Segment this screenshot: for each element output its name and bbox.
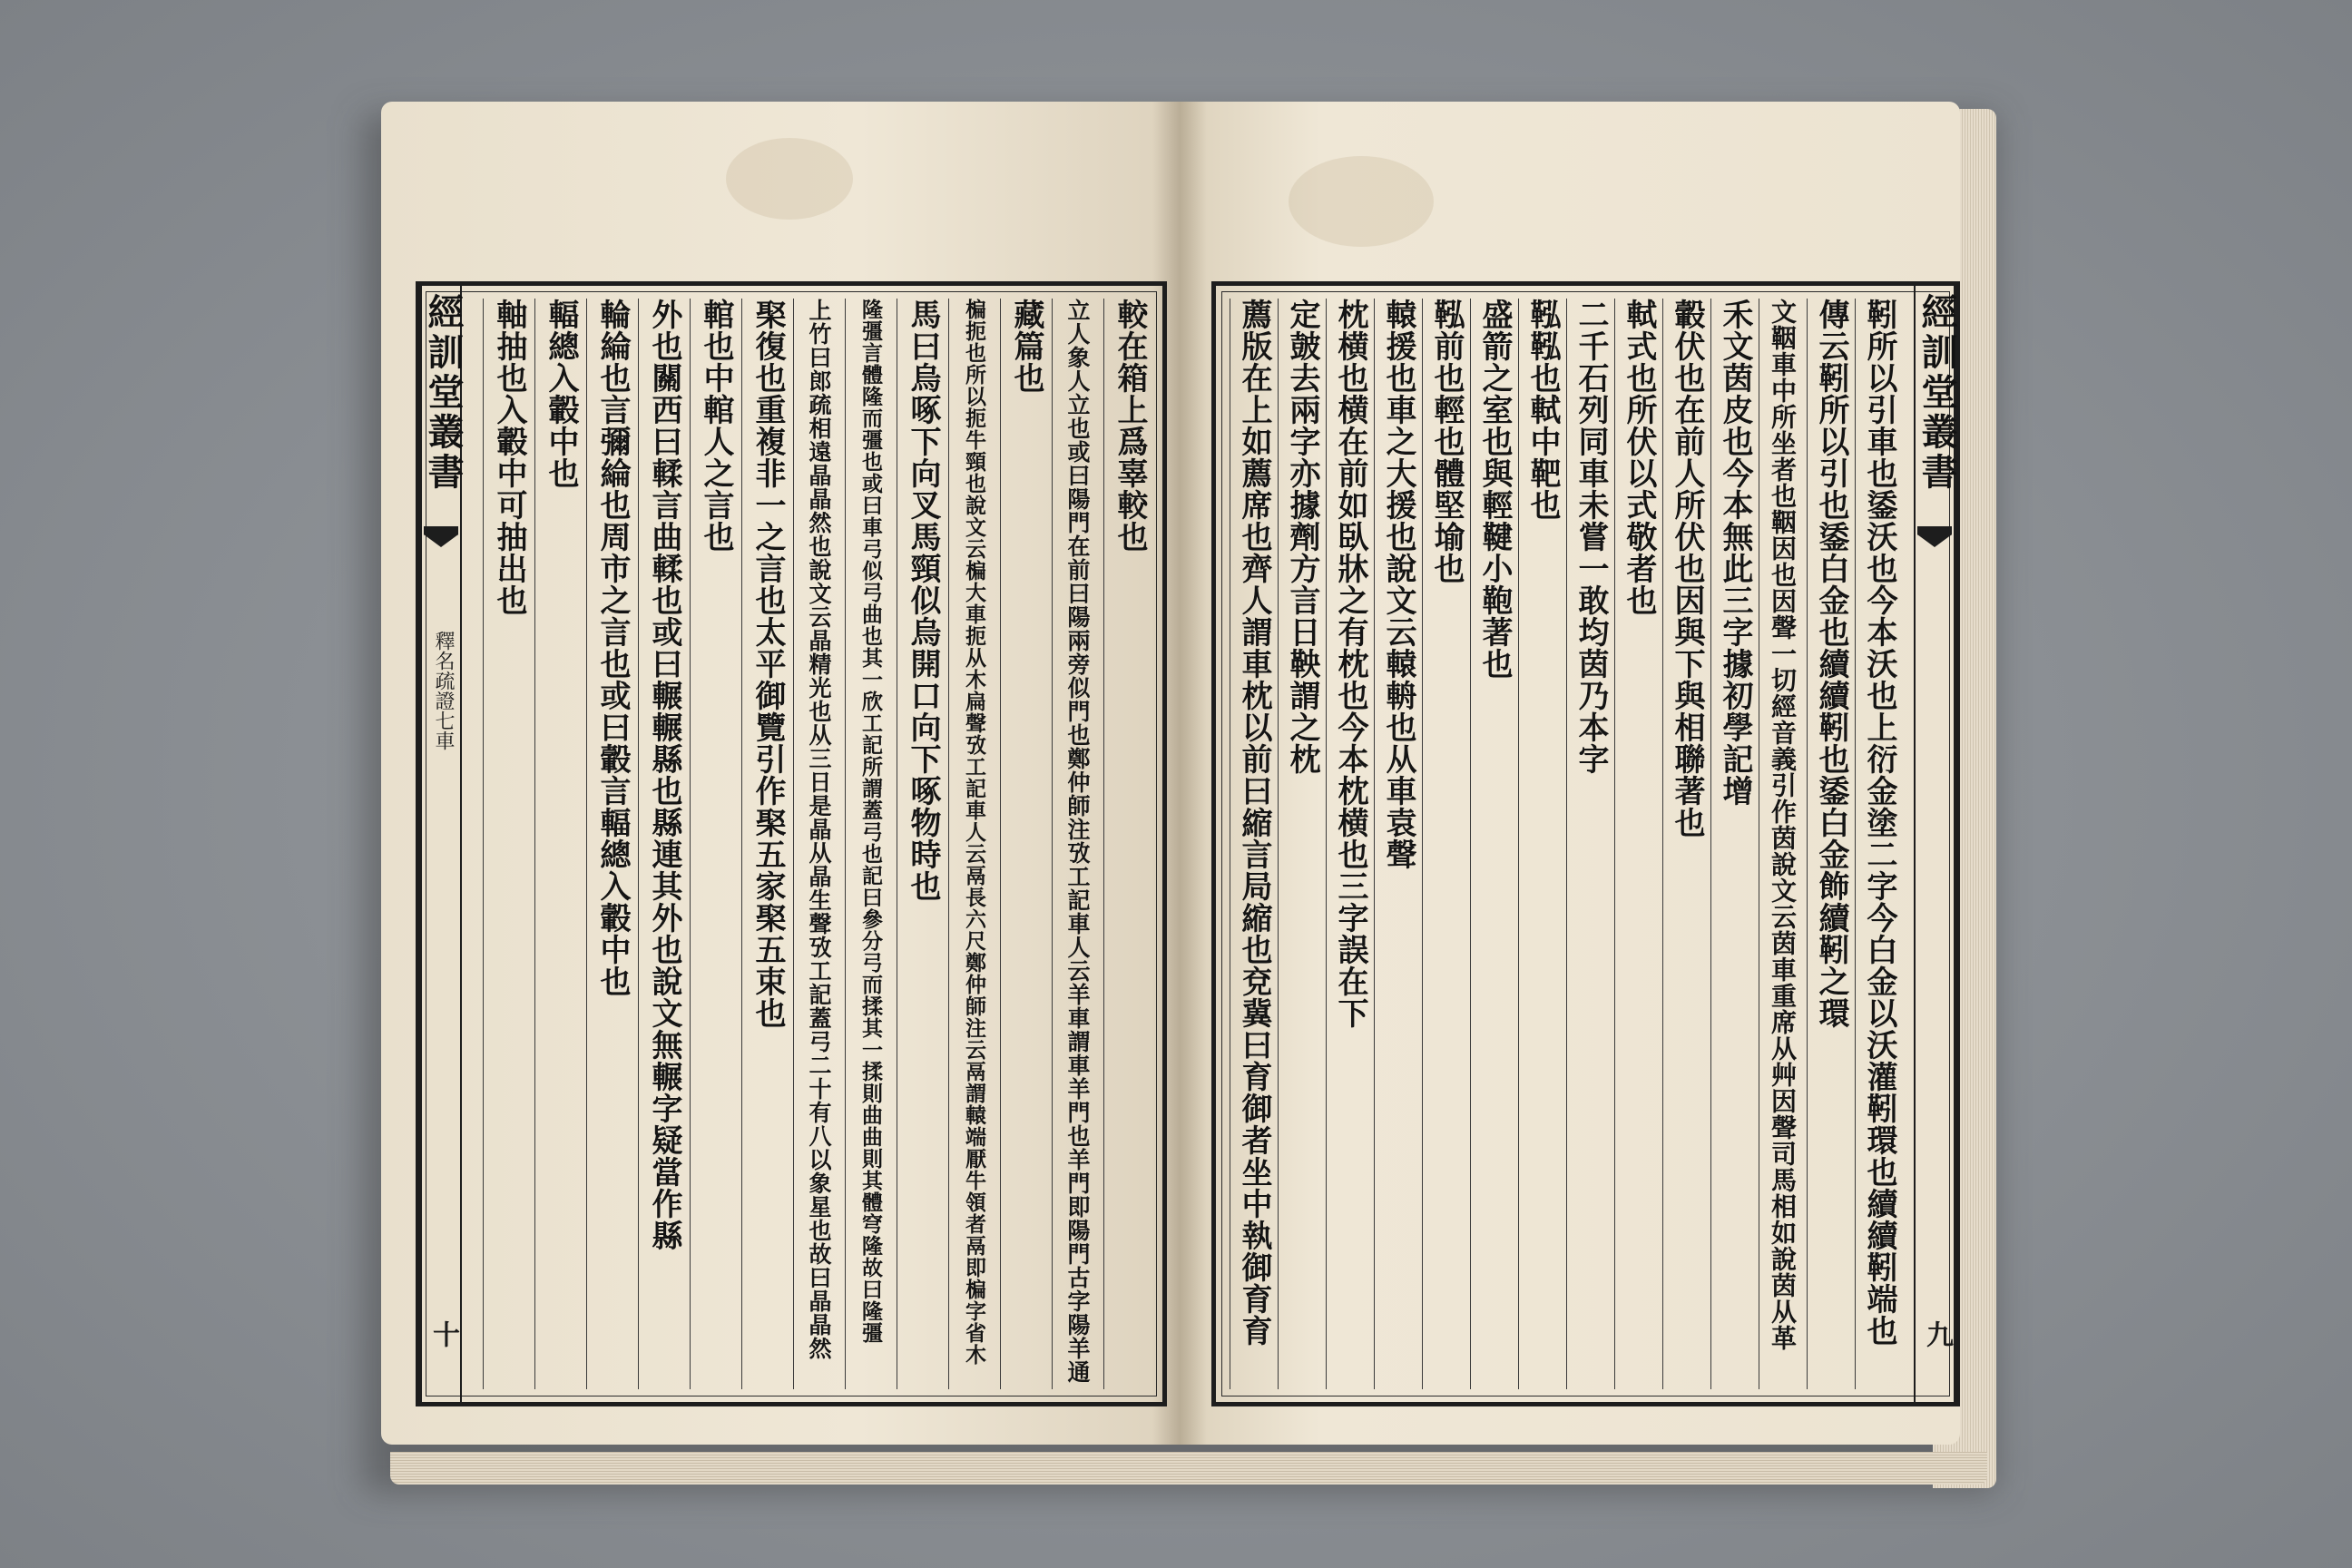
- right-text-column: [1759, 299, 1807, 1389]
- left-text-column: [741, 299, 793, 1389]
- paper-stain: [1289, 156, 1434, 247]
- left-column-text: 棸復也重複非一之言也太平御覽引作棸五家棸五束也: [750, 299, 786, 1029]
- left-column-text: 軸抽也入轂中可抽出也: [491, 299, 527, 616]
- left-column-text: 楄扼也所以扼牛頸也說文云楄大車扼从木扁聲攷工記車人云鬲長六尺鄭仲師注云鬲謂轅端厭牛領者鬲即楄字省木: [962, 299, 986, 1366]
- left-print-frame: [416, 281, 1167, 1406]
- left-column-text: 隆彊言體隆而彊也或曰車弓似弓曲也其一欣工記所謂蓋弓也記曰參分弓而揉其一揉則曲曲則其體穹隆故曰隆彊: [858, 299, 883, 1344]
- fish-tail-mark: [424, 526, 458, 548]
- right-column-text: 靷所以引車也鋈沃也今本沃也上衍金塗二字今白金以沃灌靷環也續續靷端也: [1861, 299, 1897, 1347]
- left-column-text: 外也關西曰輮言曲輮也或曰輾輾縣也縣連其外也說文無輾字疑當作縣: [646, 299, 682, 1251]
- right-column-text: 轂伏也在前人所伏也因與下與相聯著也: [1669, 299, 1705, 838]
- right-column-text: 禾文茵皮也今本無此三字據初學記增: [1717, 299, 1753, 807]
- right-text-column: [1230, 299, 1278, 1389]
- page-edges-tail: [390, 1452, 1987, 1485]
- left-banner-column: [420, 286, 465, 1402]
- left-text-column: [586, 299, 638, 1389]
- left-column-text: 輪綸也言彌綸也周市之言也或曰轂言輻總入轂中也: [594, 299, 631, 997]
- right-banner-title: 經訓堂叢書: [1916, 293, 1958, 493]
- right-text-column: [1470, 299, 1518, 1389]
- left-column-text: 輨也中輨人之言也: [698, 299, 734, 553]
- right-column-text: 鞃前也輕也體堅堬也: [1428, 299, 1465, 584]
- fish-tail-mark: [1917, 526, 1952, 548]
- left-text-column: [690, 299, 741, 1389]
- left-column-text: 上竹曰郎疏相遠晶晶然也說文云晶精光也从三日是晶从晶生聲攷工記蓋弓二十有八以象星也故曰晶晶然: [806, 299, 832, 1360]
- right-banner-column: [1914, 286, 1958, 1402]
- right-text-column: [1566, 299, 1614, 1389]
- left-banner-title: 經訓堂叢書: [422, 293, 465, 493]
- right-column-text: 枕横也横在前如臥牀之有枕也今本枕横也三字誤在下: [1332, 299, 1368, 1029]
- right-column-text: 薦版在上如薦席也齊人謂車枕以前曰縮言局縮也兗冀曰育御者坐中執御育育: [1236, 299, 1272, 1347]
- left-column-text: 輻總入轂中也: [543, 299, 579, 489]
- right-column-text: 定皷去兩字亦據劑方言日鞅謂之枕: [1284, 299, 1320, 775]
- right-column-text: 盛箭之室也與輕鞬小鞄著也: [1476, 299, 1513, 680]
- right-text-column: [1278, 299, 1326, 1389]
- left-column-text: 較在箱上爲辜較也: [1112, 299, 1148, 553]
- right-text-column: [1855, 299, 1903, 1389]
- left-text-column: [638, 299, 690, 1389]
- right-column-text: 軾式也所伏以式敬者也: [1621, 299, 1657, 616]
- paper-stain: [726, 138, 853, 220]
- right-column-text: 鞃鞃也軾中靶也: [1524, 299, 1561, 521]
- left-column-text: 馬曰烏啄下向叉馬頸似烏開口向下啄物時也: [905, 299, 941, 902]
- left-text-column: [1000, 299, 1052, 1389]
- right-text-column: [1807, 299, 1855, 1389]
- left-page-number: 十: [427, 1320, 459, 1348]
- right-column-text: 轅援也車之大援也說文云轅輈也从車袁聲: [1380, 299, 1416, 870]
- right-column-text: 傳云靷所以引也鋈白金也續續靷也鋈白金飾續靷之環: [1813, 299, 1849, 1029]
- left-text-column: [845, 299, 897, 1389]
- right-column-text: 二千石列同車未嘗一敢均茵乃本字: [1573, 299, 1609, 775]
- left-text-column: [1103, 299, 1155, 1389]
- right-text-column: [1614, 299, 1662, 1389]
- left-text-column: [793, 299, 845, 1389]
- left-text-column: [897, 299, 948, 1389]
- right-print-frame: [1211, 281, 1960, 1406]
- left-column-text: 藏篇也: [1008, 299, 1044, 394]
- left-column-text: 立人象人立也或曰陽門在前曰陽兩旁似門也鄭仲師注攷工記車人云羊車謂車羊門也羊門即陽門古字陽羊通: [1064, 299, 1091, 1384]
- left-text-column: [1052, 299, 1103, 1389]
- left-text-column: [483, 299, 534, 1389]
- left-text-column: [948, 299, 1000, 1389]
- right-text-column: [1518, 299, 1566, 1389]
- right-text-column: [1422, 299, 1470, 1389]
- right-column-text: 文鞇車中所坐者也鞇因也因聲一切經音義引作茵說文云茵車重席从艸因聲司馬相如說茵从革: [1768, 299, 1798, 1351]
- left-text-column: [534, 299, 586, 1389]
- right-text-column: [1326, 299, 1374, 1389]
- right-text-columns: [1223, 299, 1903, 1389]
- right-text-column: [1374, 299, 1422, 1389]
- left-banner-subtitle: 釋名疏證七車: [432, 631, 455, 750]
- left-text-columns: [473, 299, 1155, 1389]
- right-page-number: 九: [1921, 1320, 1953, 1348]
- right-text-column: [1662, 299, 1710, 1389]
- right-text-column: [1710, 299, 1759, 1389]
